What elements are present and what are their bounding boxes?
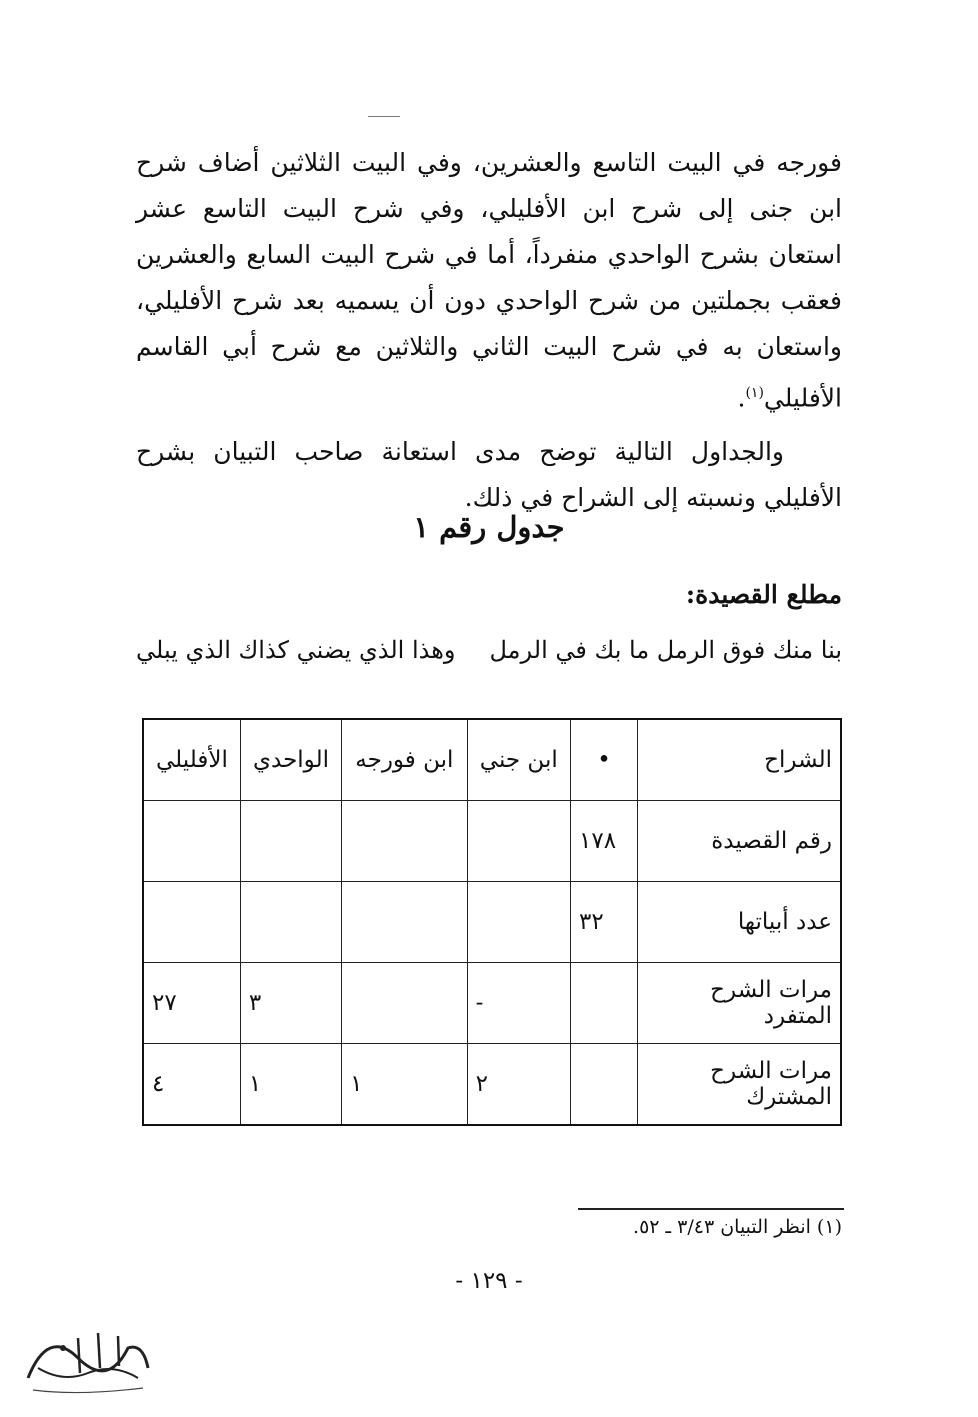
table-cell bbox=[240, 882, 341, 963]
header-cell: • bbox=[571, 719, 638, 801]
table-cell: ٣٢ bbox=[571, 882, 638, 963]
paragraph-1-text: فورجه في البيت التاسع والعشرين، وفي البيت الثلاثين أضاف شرح ابن جنى إلى شرح ابن الأفليلي، وفي شرح البيت التاسع عشر استعان بشرح الواحدي منفرداً، أما في شرح البيت السابع والعشرين فعقب بجملتين من شرح الواحدي دون أن يسميه بعد شرح الأفليلي، واستعان به في شرح البيت الثاني والثلاثين مع شرح أبي القاسم الأفليلي bbox=[136, 148, 842, 413]
row-label: رقم القصيدة bbox=[638, 801, 842, 882]
table-cell: ٣ bbox=[240, 963, 341, 1044]
footnote-rule bbox=[578, 1208, 844, 1210]
table-cell bbox=[571, 963, 638, 1044]
paragraph-2: والجداول التالية توضح مدى استعانة صاحب التبيان بشرح الأفليلي ونسبته إلى الشراح في ذلك. bbox=[136, 437, 842, 513]
header-cell: الأفليلي bbox=[143, 719, 240, 801]
table-cell bbox=[143, 882, 240, 963]
table-cell: ١٧٨ bbox=[571, 801, 638, 882]
header-cell: ابن فورجه bbox=[342, 719, 467, 801]
table-cell bbox=[342, 963, 467, 1044]
hemistich-1: بنا منك فوق الرمل ما بك في الرمل bbox=[489, 636, 842, 664]
footnote: (١) انظر التبيان ٣/٤٣ ـ ٥٢. bbox=[633, 1216, 842, 1238]
table-cell: ١ bbox=[342, 1044, 467, 1126]
table-header-row bbox=[143, 719, 841, 801]
table-cell: ٢ bbox=[467, 1044, 570, 1126]
table-cell bbox=[467, 801, 570, 882]
table-cell bbox=[571, 1044, 638, 1126]
commentators-table bbox=[142, 718, 842, 1126]
row-label: مرات الشرح المتفرد bbox=[638, 963, 842, 1044]
table-cell bbox=[240, 801, 341, 882]
table-cell bbox=[143, 801, 240, 882]
row-label: عدد أبياتها bbox=[638, 882, 842, 963]
table-cell: ٤ bbox=[143, 1044, 240, 1126]
table-cell bbox=[342, 882, 467, 963]
table-cell: - bbox=[467, 963, 570, 1044]
header-cell: ابن جني bbox=[467, 719, 570, 801]
body-text bbox=[136, 140, 842, 521]
paragraph-1 bbox=[136, 140, 842, 421]
table-row bbox=[143, 801, 841, 882]
page-number: - ١٢٩ - bbox=[455, 1268, 523, 1294]
hemistich-2: وهذا الذي يضني كذاك الذي يبلي bbox=[136, 636, 456, 664]
table-row bbox=[143, 882, 841, 963]
table-cell bbox=[342, 801, 467, 882]
library-stamp-logo bbox=[18, 1318, 158, 1398]
table-cell: ٢٧ bbox=[143, 963, 240, 1044]
row-label: مرات الشرح المشترك bbox=[638, 1044, 842, 1126]
header-rule bbox=[368, 116, 400, 117]
table-row bbox=[143, 1044, 841, 1126]
table-cell bbox=[467, 882, 570, 963]
table-title: جدول رقم ١ bbox=[413, 510, 565, 544]
table-row bbox=[143, 963, 841, 1044]
opening-label: مطلع القصيدة: bbox=[685, 580, 842, 609]
paragraph-1-end: . bbox=[737, 383, 746, 413]
header-cell: الواحدي bbox=[240, 719, 341, 801]
header-cell: الشراح bbox=[638, 719, 842, 801]
table-cell: ١ bbox=[240, 1044, 341, 1126]
footnote-ref: (١) bbox=[745, 385, 764, 401]
